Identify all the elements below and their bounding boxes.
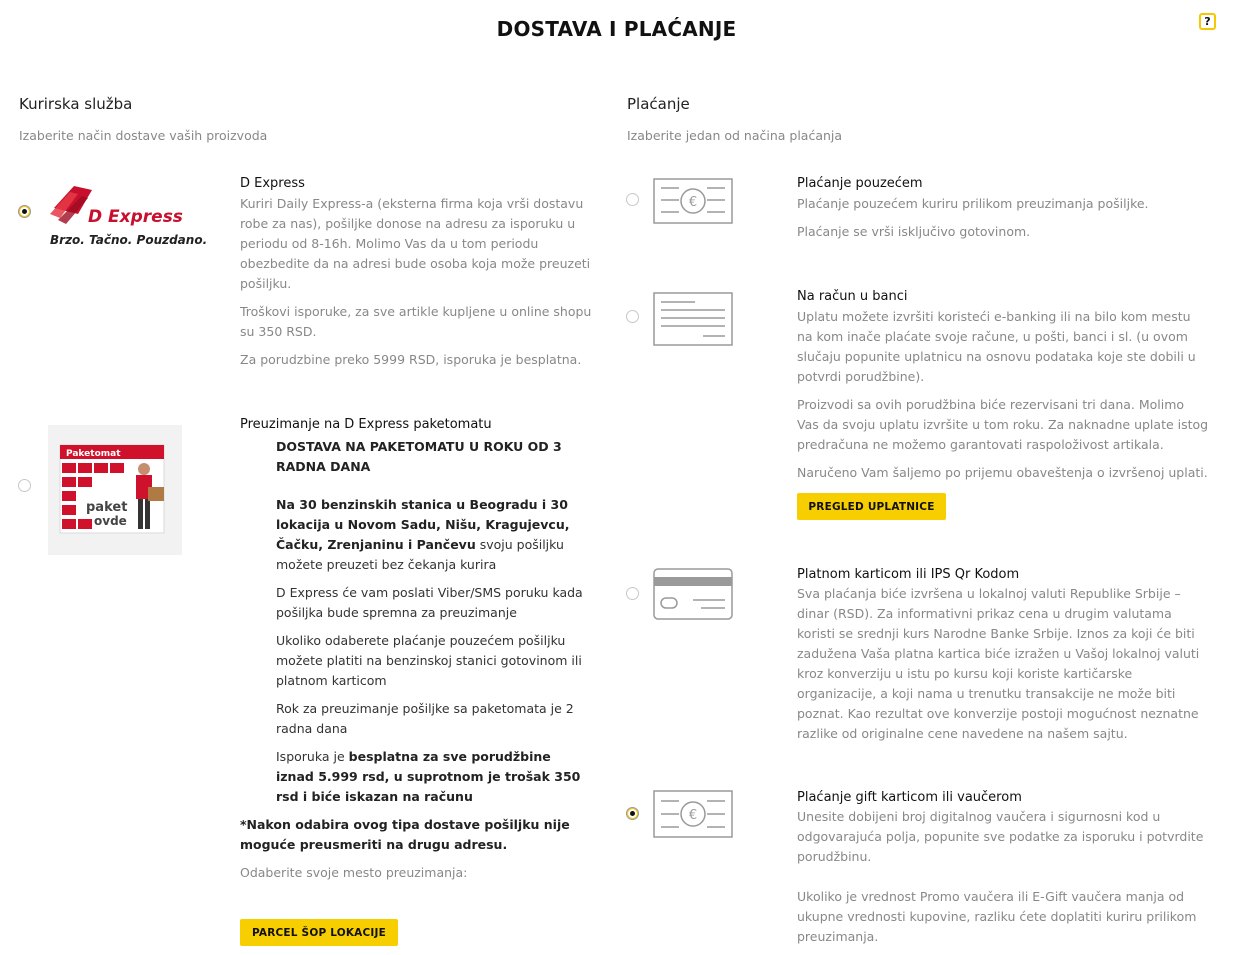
paketomat-details [276, 437, 592, 815]
dexpress-title: D Express [240, 176, 305, 191]
invoice-icon [653, 292, 733, 350]
paketomat-image-text2: ovde [94, 514, 127, 528]
payment-section-title: Plaćanje [627, 95, 690, 113]
paketomat-image-brand: Paketomat [66, 449, 121, 459]
dexpress-description [240, 194, 592, 378]
voucher-icon [653, 790, 733, 842]
radio-gift[interactable] [626, 807, 639, 820]
paketomat-bullet-5: Isporuka je besplatna za sve porudžbine iznad 5.999 rsd, u suprotnom je trošak 350 rsd i biće iskazan na računu [276, 749, 581, 804]
paketomat-bullet-1: Na 30 benzinskih stanica u Beogradu i 30 lokacija u Novom Sadu, Nišu, Kragujevcu, Čačku, Zrenjaninu i Pančevu svoju pošiljku možete preuzeti bez čekanja kurira [276, 497, 570, 572]
view-payment-slip-button[interactable]: PREGLED UPLATNICE [797, 493, 946, 520]
paketomat-note: *Nakon odabira ovog tipa dostave pošiljku nije moguće preusmeriti na drugu adresu. [240, 817, 570, 852]
radio-bank[interactable] [626, 310, 639, 323]
page-title: DOSTAVA I PLAĆANJE [496, 17, 737, 41]
paketomat-heading: DOSTAVA NA PAKETOMATU U ROKU OD 3 RADNA DANA [276, 439, 562, 474]
cod-desc-p2: Plaćanje se vrši isključivo gotovinom. [797, 224, 1031, 239]
dexpress-desc-p3: Za porudzbine preko 5999 RSD, isporuka je besplatna. [240, 352, 582, 367]
delivery-section-subtitle: Izaberite način dostave vaših proizvoda [19, 128, 268, 143]
bank-description [797, 307, 1209, 491]
payment-section-subtitle: Izaberite jedan od načina plaćanja [627, 128, 843, 143]
paketomat-bullet-2: D Express će vam poslati Viber/SMS poruku kada pošiljka bude spremna za preuzimanje [276, 585, 583, 620]
paketomat-bullet-4: Rok za preuzimanje pošiljke sa paketomata je 2 radna dana [276, 701, 574, 736]
paketomat-choose-label: Odaberite svoje mesto preuzimanja: [240, 865, 468, 880]
bank-desc-p3: Naručeno Vam šaljemo po prijemu obaveštenja o izvršenoj uplati. [797, 465, 1208, 480]
radio-dexpress[interactable] [18, 205, 31, 218]
radio-cod[interactable] [626, 193, 639, 206]
bank-title: Na račun u banci [797, 289, 908, 304]
radio-paketomat[interactable] [18, 479, 31, 492]
bank-desc-p1: Uplatu možete izvršiti koristeći e-banking ili na bilo kom mestu na kom inače plaćate svoje račune, u pošti, banci i sl. (u ovom slučaju popunite uplatnicu na osnovu podataka koje ste dobili u potvrdi porudžbine). [797, 309, 1196, 384]
svg-text:€: € [688, 808, 698, 823]
help-button[interactable]: ? [1199, 13, 1216, 30]
delivery-section-title: Kurirska služba [19, 95, 133, 113]
svg-text:€: € [688, 195, 698, 210]
cod-desc-p1: Plaćanje pouzećem kuriru prilikom preuzimanja pošiljke. [797, 196, 1149, 211]
gift-desc-p2: Ukoliko je vrednost Promo vaučera ili E-Gift vaučera manja od ukupne vrednosti kupovine, razliku ćete doplatiti kuriru prilikom preuzimanja. [797, 889, 1197, 944]
bank-desc-p2: Proizvodi sa ovih porudžbina biće rezervisani tri dana. Molimo Vas da svoju uplatu izvršite u tom roku. Za naknadne uplate istog predračuna ne možemo garantovati raspoloživost artikala. [797, 397, 1209, 452]
dexpress-logo [44, 180, 208, 250]
cod-title: Plaćanje pouzećem [797, 176, 923, 191]
card-title: Platnom karticom ili IPS Qr Kodom [797, 567, 1020, 582]
gift-description [797, 807, 1209, 955]
radio-card[interactable] [626, 587, 639, 600]
parcel-shop-button[interactable]: PARCEL ŠOP LOKACIJE [240, 919, 398, 946]
paketomat-image [48, 425, 182, 555]
dexpress-logo-brand: D Express [88, 207, 183, 227]
dexpress-desc-p2: Troškovi isporuke, za sve artikle kupljene u online shopu su 350 RSD. [240, 304, 592, 339]
card-description [797, 584, 1209, 752]
paketomat-title: Preuzimanje na D Express paketomatu [240, 417, 492, 432]
card-desc-p1: Sva plaćanja biće izvršena u lokalnoj valuti Republike Srbije – dinar (RSD). Za informativni prikaz cena u drugim valutama koristi se srednji kurs Narodne Banke Srbije. Iznos za koji će biti zadužena Vaša platna kartica biće izražen u Vašoj lokalnoj valuti kroz konverziju u istu po kursu koji koriste kartičarske organizacije, a koji nama u trenutku transakcije ne može biti poznat. Kao rezultat ove konverzije postoji mogućnost neznatne razlike od originalne cene navedene na našem sajtu. [797, 586, 1200, 741]
dexpress-logo-tagline: Brzo. Tačno. Pouzdano. [50, 233, 208, 247]
credit-card-icon [653, 568, 733, 624]
gift-title: Plaćanje gift karticom ili vaučerom [797, 790, 1022, 805]
paketomat-image-text1: paket [86, 500, 128, 515]
paketomat-bullet-3: Ukoliko odaberete plaćanje pouzećem pošiljku možete platiti na benzinskoj stanici gotovinom ili platnom karticom [276, 633, 582, 688]
gift-desc-p1: Unesite dobijeni broj digitalnog vaučera i sigurnosni kod u odgovarajuća polja, popunite sve podatke za isporuku i potvrdite porudžbinu. [797, 809, 1204, 864]
dexpress-desc-p1: Kuriri Daily Express-a (eksterna firma koja vrši dostavu robe za nas), pošiljke donose na adresu za isporuku u periodu od 8-16h. Molimo Vas da u tom periodu obezbedite da na adresi bude osoba koja može preuzeti pošiljku. [240, 196, 591, 291]
cod-description [797, 194, 1209, 250]
cash-icon [653, 178, 733, 228]
